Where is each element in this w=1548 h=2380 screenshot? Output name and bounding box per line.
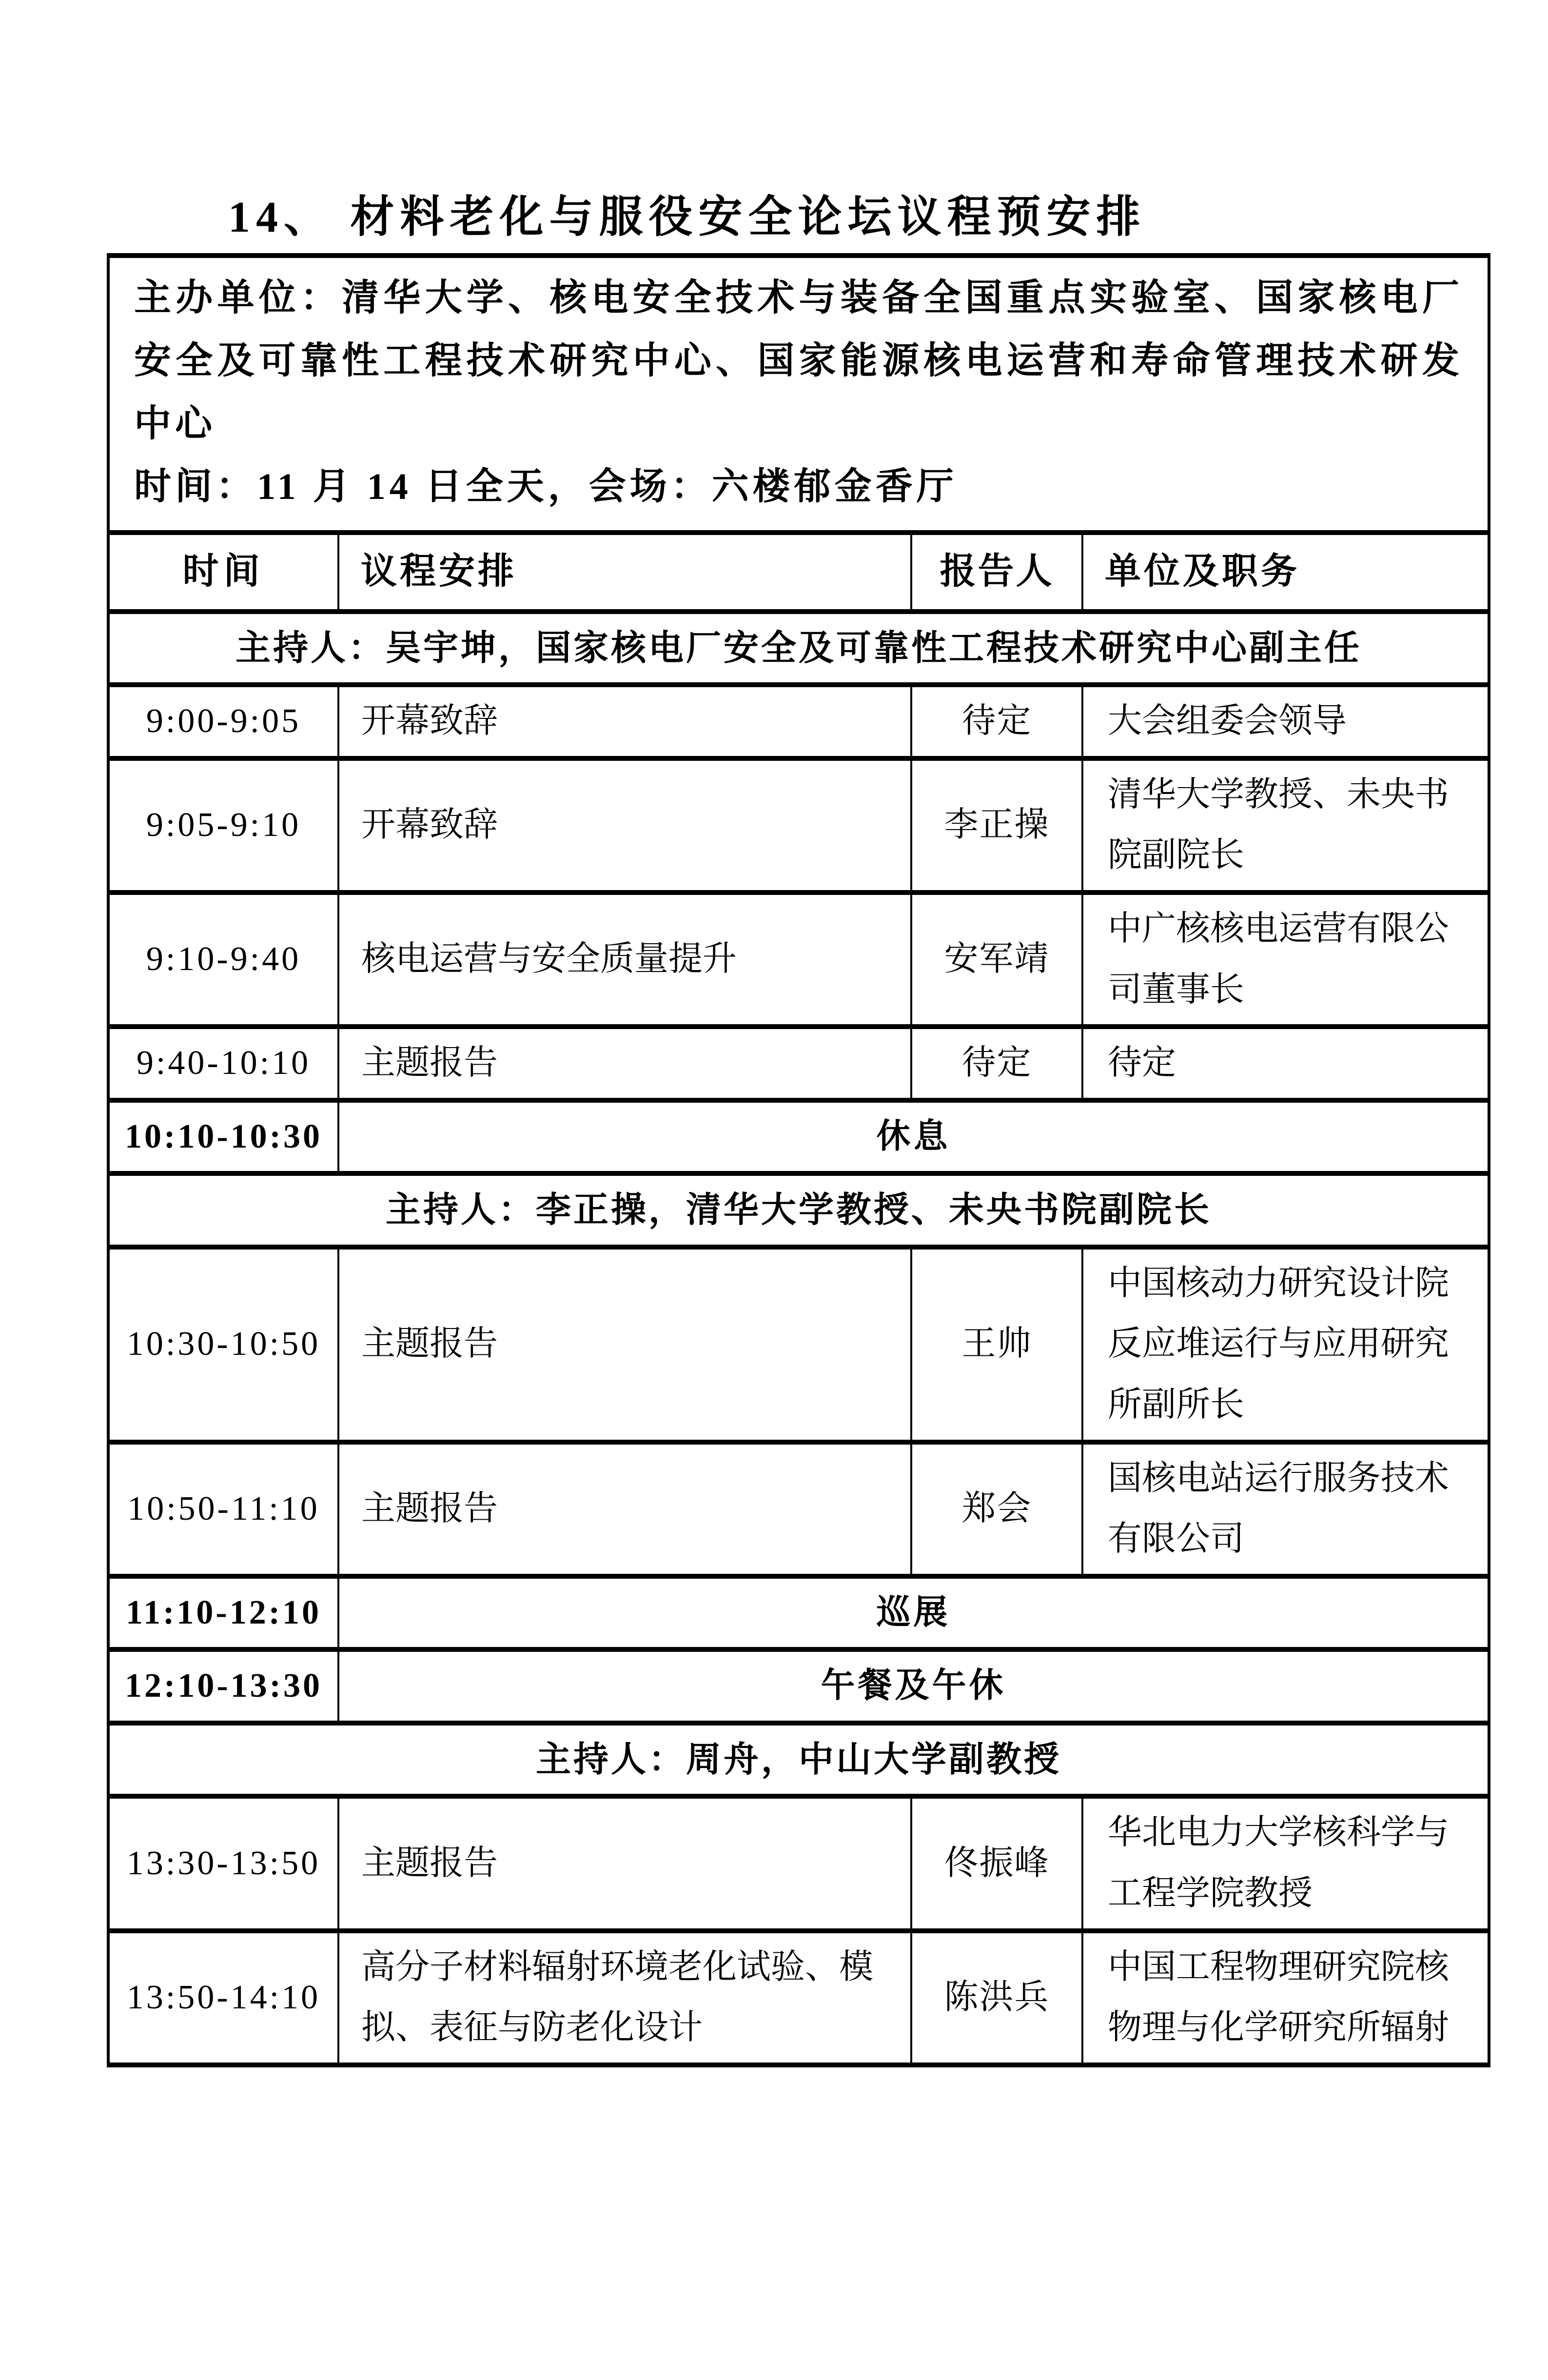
chair-cell: [108, 612, 1489, 685]
chair-row: [108, 612, 1489, 685]
col-header-speaker: 报告人: [911, 533, 1082, 612]
agenda-text: 主题报告: [361, 1844, 498, 1882]
break-label-cell: [338, 1576, 1489, 1650]
break-row: [108, 1100, 1489, 1174]
chair-cell: [108, 1173, 1489, 1247]
chair-row: [108, 1723, 1489, 1796]
affiliation-cell: [1082, 1247, 1489, 1442]
affiliation-text: 中国工程物理研究院核物理与化学研究所辐射: [1108, 1948, 1449, 2047]
session-row: [108, 1442, 1489, 1576]
break-label-text: 巡展: [876, 1593, 951, 1631]
speaker-text: 陈洪兵: [944, 1978, 1050, 2016]
speaker-cell: [911, 1796, 1082, 1930]
table-info-row: [108, 256, 1489, 533]
affiliation-text: 待定: [1108, 1044, 1176, 1082]
agenda-text: 主题报告: [361, 1044, 498, 1082]
agenda-cell: [338, 758, 911, 892]
agenda-text: 开幕致辞: [361, 702, 498, 740]
time-cell: [108, 1796, 338, 1930]
col-header-affiliation: 单位及职务: [1082, 533, 1489, 612]
agenda-cell: [338, 1027, 911, 1100]
time-cell: [108, 892, 338, 1027]
time-cell: [108, 1442, 338, 1576]
affiliation-text: 国核电站运行服务技术有限公司: [1108, 1459, 1449, 1558]
affiliation-cell: [1082, 1796, 1489, 1930]
speaker-cell: [911, 1027, 1082, 1100]
session-row: [108, 1796, 1489, 1930]
session-row: [108, 1931, 1489, 2065]
agenda-text: 开幕致辞: [361, 806, 498, 844]
time-cell: [108, 1027, 338, 1100]
table-header-row: [108, 533, 1489, 612]
session-row: [108, 1247, 1489, 1442]
time-text: 10:30-10:50: [126, 1325, 321, 1363]
agenda-table: [107, 253, 1490, 2067]
col-header-time: 时间: [108, 533, 338, 612]
speaker-cell: [911, 892, 1082, 1027]
time-text: 9:10-9:40: [146, 940, 301, 978]
agenda-cell: [338, 1796, 911, 1930]
affiliation-text: 清华大学教授、未央书院副院长: [1108, 775, 1449, 874]
chair-text: 主持人：周舟，中山大学副教授: [535, 1740, 1061, 1779]
speaker-cell: [911, 1247, 1082, 1442]
speaker-text: 安军靖: [944, 940, 1050, 978]
time-cell: [108, 1247, 338, 1442]
agenda-text: 主题报告: [361, 1489, 498, 1527]
time-cell: [108, 1931, 338, 2065]
affiliation-cell: [1082, 892, 1489, 1027]
session-row: [108, 758, 1489, 892]
speaker-text: 待定: [961, 1044, 1032, 1082]
speaker-cell: [911, 758, 1082, 892]
organizer-line: 主办单位：清华大学、核电安全技术与装备全国重点实验室、国家核电厂安全及可靠性工程技术研究中心、国家能源核电运营和寿命管理技术研发中心: [134, 277, 1463, 444]
time-venue-line: 时间：11 月 14 日全天，会场：六楼郁金香厅: [134, 466, 958, 508]
session-row: [108, 892, 1489, 1027]
affiliation-text: 中国核动力研究设计院反应堆运行与应用研究所副所长: [1108, 1264, 1449, 1424]
time-cell: [108, 685, 338, 758]
agenda-cell: [338, 1931, 911, 2065]
chair-text: 主持人：吴宇坤，国家核电厂安全及可靠性工程技术研究中心副主任: [235, 628, 1362, 668]
speaker-cell: [911, 1931, 1082, 2065]
agenda-text: 高分子材料辐射环境老化试验、模拟、表征与防老化设计: [361, 1948, 873, 2047]
table-info-cell: [108, 256, 1489, 533]
chair-row: [108, 1173, 1489, 1247]
affiliation-text: 中广核核电运营有限公司董事长: [1108, 910, 1449, 1009]
speaker-text: 佟振峰: [944, 1844, 1050, 1882]
agenda-cell: [338, 685, 911, 758]
time-cell: [108, 1576, 338, 1650]
speaker-cell: [911, 685, 1082, 758]
break-row: [108, 1576, 1489, 1650]
time-cell: [108, 758, 338, 892]
speaker-text: 待定: [961, 702, 1032, 740]
chair-text: 主持人：李正操，清华大学教授、未央书院副院长: [385, 1190, 1212, 1230]
time-text: 9:05-9:10: [146, 806, 301, 844]
affiliation-cell: [1082, 758, 1489, 892]
time-text: 13:50-14:10: [126, 1978, 321, 2016]
agenda-cell: [338, 1247, 911, 1442]
affiliation-cell: [1082, 1931, 1489, 2065]
col-header-agenda: 议程安排: [338, 533, 911, 612]
agenda-cell: [338, 1442, 911, 1576]
affiliation-cell: [1082, 1442, 1489, 1576]
break-label-cell: [338, 1100, 1489, 1174]
break-label-text: 休息: [876, 1117, 951, 1155]
agenda-cell: [338, 892, 911, 1027]
break-label-text: 午餐及午休: [821, 1667, 1006, 1705]
affiliation-text: 大会组委会领导: [1108, 702, 1347, 740]
time-cell: [108, 1649, 338, 1723]
session-row: [108, 685, 1489, 758]
affiliation-text: 华北电力大学核科学与工程学院教授: [1108, 1814, 1449, 1912]
break-label-cell: [338, 1649, 1489, 1723]
speaker-text: 郑会: [961, 1489, 1032, 1527]
time-cell: [108, 1100, 338, 1174]
affiliation-cell: [1082, 1027, 1489, 1100]
chair-cell: [108, 1723, 1489, 1796]
document-page: [0, 190, 1548, 2380]
time-text: 10:10-10:30: [125, 1117, 322, 1155]
time-text: 12:10-13:30: [125, 1667, 322, 1705]
time-text: 10:50-11:10: [127, 1489, 320, 1527]
break-row: [108, 1649, 1489, 1723]
speaker-text: 王帅: [961, 1325, 1032, 1363]
session-row: [108, 1027, 1489, 1100]
agenda-text: 主题报告: [361, 1325, 498, 1363]
time-text: 11:10-12:10: [125, 1593, 322, 1631]
agenda-text: 核电运营与安全质量提升: [361, 940, 737, 978]
page-title: 14、 材料老化与服役安全论坛议程预安排: [228, 193, 1146, 241]
speaker-text: 李正操: [944, 806, 1050, 844]
time-text: 9:00-9:05: [146, 702, 301, 740]
time-text: 9:40-10:10: [136, 1044, 311, 1082]
time-text: 13:30-13:50: [126, 1844, 321, 1882]
affiliation-cell: [1082, 685, 1489, 758]
speaker-cell: [911, 1442, 1082, 1576]
